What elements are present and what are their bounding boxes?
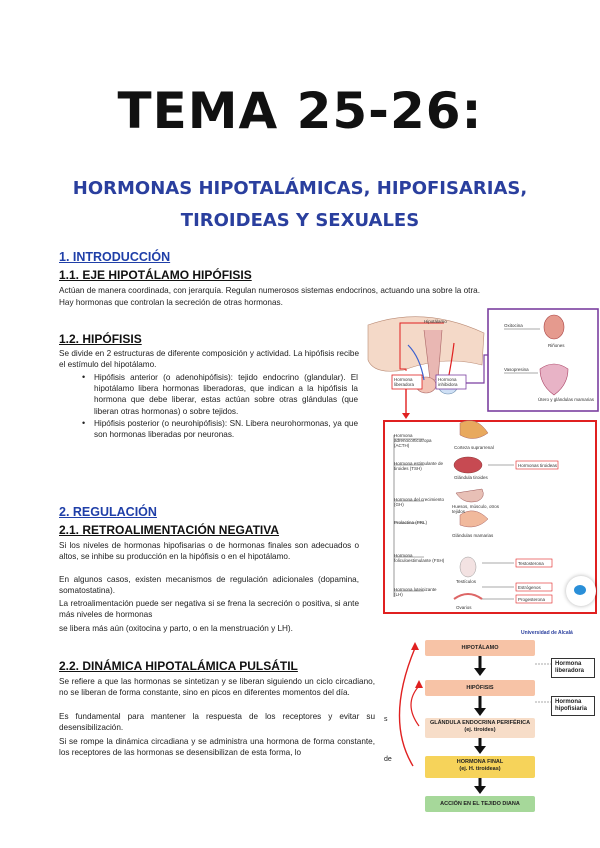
side-hormona-hipofisiaria: Hormona hipofisiaria (551, 696, 595, 716)
dinamica-p2: Es fundamental para mantener la respuesta de los receptores y evitar su desensibilización. (59, 712, 375, 733)
university-logo: Universidad de Alcalá (521, 630, 573, 636)
heading-eje-hipotalamo: 1.1. EJE HIPOTÁLAMO HIPÓFISIS (59, 268, 252, 282)
label-rinones: Riñones (548, 343, 565, 348)
box-glandula (425, 718, 535, 738)
dinamica-p3: Si se rompe la dinámica circadiana y se administra una hormona de forma constante, los receptores de las hormonas se desensibilizan de esta forma, lo (59, 737, 375, 758)
hipofisis-list (80, 372, 358, 441)
list-item: • Hipófisis anterior (o adenohipófisis): tejido endocrino (glandular). El hipotálamo libera hormonas liberadoras, que indican a la hipófisis la hormona que debe liberar, estas actúan sobre otras glándulas (que liberan otras hormonas) o sobre tejidos. (80, 372, 358, 417)
subtitle-line-2: TIROIDEAS Y SEXUALES (180, 210, 420, 231)
label-testosterona: Testosterona (518, 561, 544, 566)
label-gh: Hormona del crecimiento (GH) (394, 497, 445, 507)
heading-hipofisis: 1.2. HIPÓFISIS (59, 332, 142, 346)
regulacion-p1: Si los niveles de hormonas hipofisarias o de hormonas finales son adecuados o altos, se inhibe su producción en la hipófisis o en el hipotálamo. (59, 541, 359, 562)
side-hormona-liberadora: Hormona liberadora (551, 658, 595, 678)
label-hormona-liberadora: Hormona liberadora (394, 377, 415, 387)
label-hormona-inhibidora: Hormona inhibidora (438, 377, 458, 387)
box-hormona-final (425, 756, 535, 778)
intro-text-2: Hay hormonas que controlan la secreción de otras hormonas. (59, 298, 283, 307)
stray-s: s (384, 716, 388, 723)
label-utero: Útero y glándulas mamarias (538, 397, 595, 402)
regulacion-p4: se libera más aún (oxitocina y parto, o en la menstruación y LH). (59, 624, 293, 633)
flow-diagram (385, 630, 600, 820)
label-glandulas-mamarias: Glándulas mamarias (452, 533, 494, 538)
label-huesos: Huesos, músculo, otros tejidos (452, 504, 500, 514)
label-acth: Hormona adrenocorticotropa (ACTH) (394, 433, 432, 448)
heading-introduccion: 1. INTRODUCCIÓN (59, 250, 171, 264)
heading-retroalimentacion: 2.1. RETROALIMENTACIÓN NEGATIVA (59, 523, 280, 537)
label-hipotalamo: Hipotálamo (424, 319, 447, 324)
label-tsh: Hormona estimulante de tiroides (TSH) (394, 461, 444, 471)
label-prolactina: Prolactina (PRL) (394, 520, 428, 525)
hipotalamo-hipofisis-figure (364, 305, 600, 615)
regulacion-p2: En algunos casos, existen mecanismos de regulación adicionales (dopamina, somatostatina). (59, 575, 359, 596)
label-testiculos: Testículos (456, 579, 477, 584)
label-ovarios: Ovarios (456, 605, 472, 610)
regulacion-p3: La retroalimentación puede ser negativa si se frena la secreción o positiva, si ante más niveles de hormonas (59, 599, 359, 620)
heading-regulacion: 2. REGULACIÓN (59, 505, 157, 519)
box-glandula-title: GLÁNDULA ENDOCRINA PERIFÉRICA (429, 720, 531, 726)
label-hormonas-tiroideas: Hormonas tiroideas (518, 463, 558, 468)
hipofisis-text: Se divide en 2 estructuras de diferente composición y actividad. La hipófisis recibe el estímulo del hipotálamo. (59, 349, 359, 370)
label-lh: Hormona luteinizante (LH) (394, 587, 437, 597)
list-item: • Hipófisis posterior (o neurohipófisis): SN. Libera neurohormonas, ya que son hormonas liberadas por neuronas. (80, 418, 358, 440)
label-estrogenos: Estrógenos (518, 585, 541, 590)
box-hipotalamo: HIPOTÁLAMO (425, 640, 535, 656)
label-vasopresina: Vasopresina (504, 367, 529, 372)
page-title: TEMA 25-26: (117, 82, 483, 140)
intro-text-1: Actúan de manera coordinada, con jerarquía. Regulan numerosos sistemas endocrinos, actuando una sobre la otra. (59, 286, 481, 295)
box-hipofisis: HIPÓFISIS (425, 680, 535, 696)
label-fsh: Hormona foliculoestimulante (FSH) (394, 553, 445, 563)
box-hormona-final-example: (ej. H. tiroideas) (459, 766, 501, 772)
label-corteza: Corteza suprarrenal (454, 445, 494, 450)
stray-de: de (384, 756, 392, 763)
box-accion: ACCIÓN EN EL TEJIDO DIANA (425, 796, 535, 812)
dinamica-p1: Se refiere a que las hormonas se sintetizan y se liberan siguiendo un ciclo circadiano, no se liberan de forma constante, sino en picos en diferentes momentos del día. (59, 677, 375, 698)
box-hormona-final-title: HORMONA FINAL (456, 759, 504, 765)
label-tiroides: Glándula tiroides (454, 475, 488, 480)
floating-action-button[interactable] (566, 576, 596, 606)
box-glandula-example: (ej. tiroides) (464, 727, 496, 733)
label-oxitocina: Oxitocina (504, 323, 523, 328)
cloud-icon (574, 585, 586, 595)
heading-dinamica: 2.2. DINÁMICA HIPOTALÁMICA PULSÁTIL (59, 659, 298, 673)
anatomy-diagram (364, 305, 600, 615)
subtitle-line-1: HORMONAS HIPOTALÁMICAS, HIPOFISARIAS, (72, 178, 528, 199)
label-progesterona: Progesterona (518, 597, 546, 602)
